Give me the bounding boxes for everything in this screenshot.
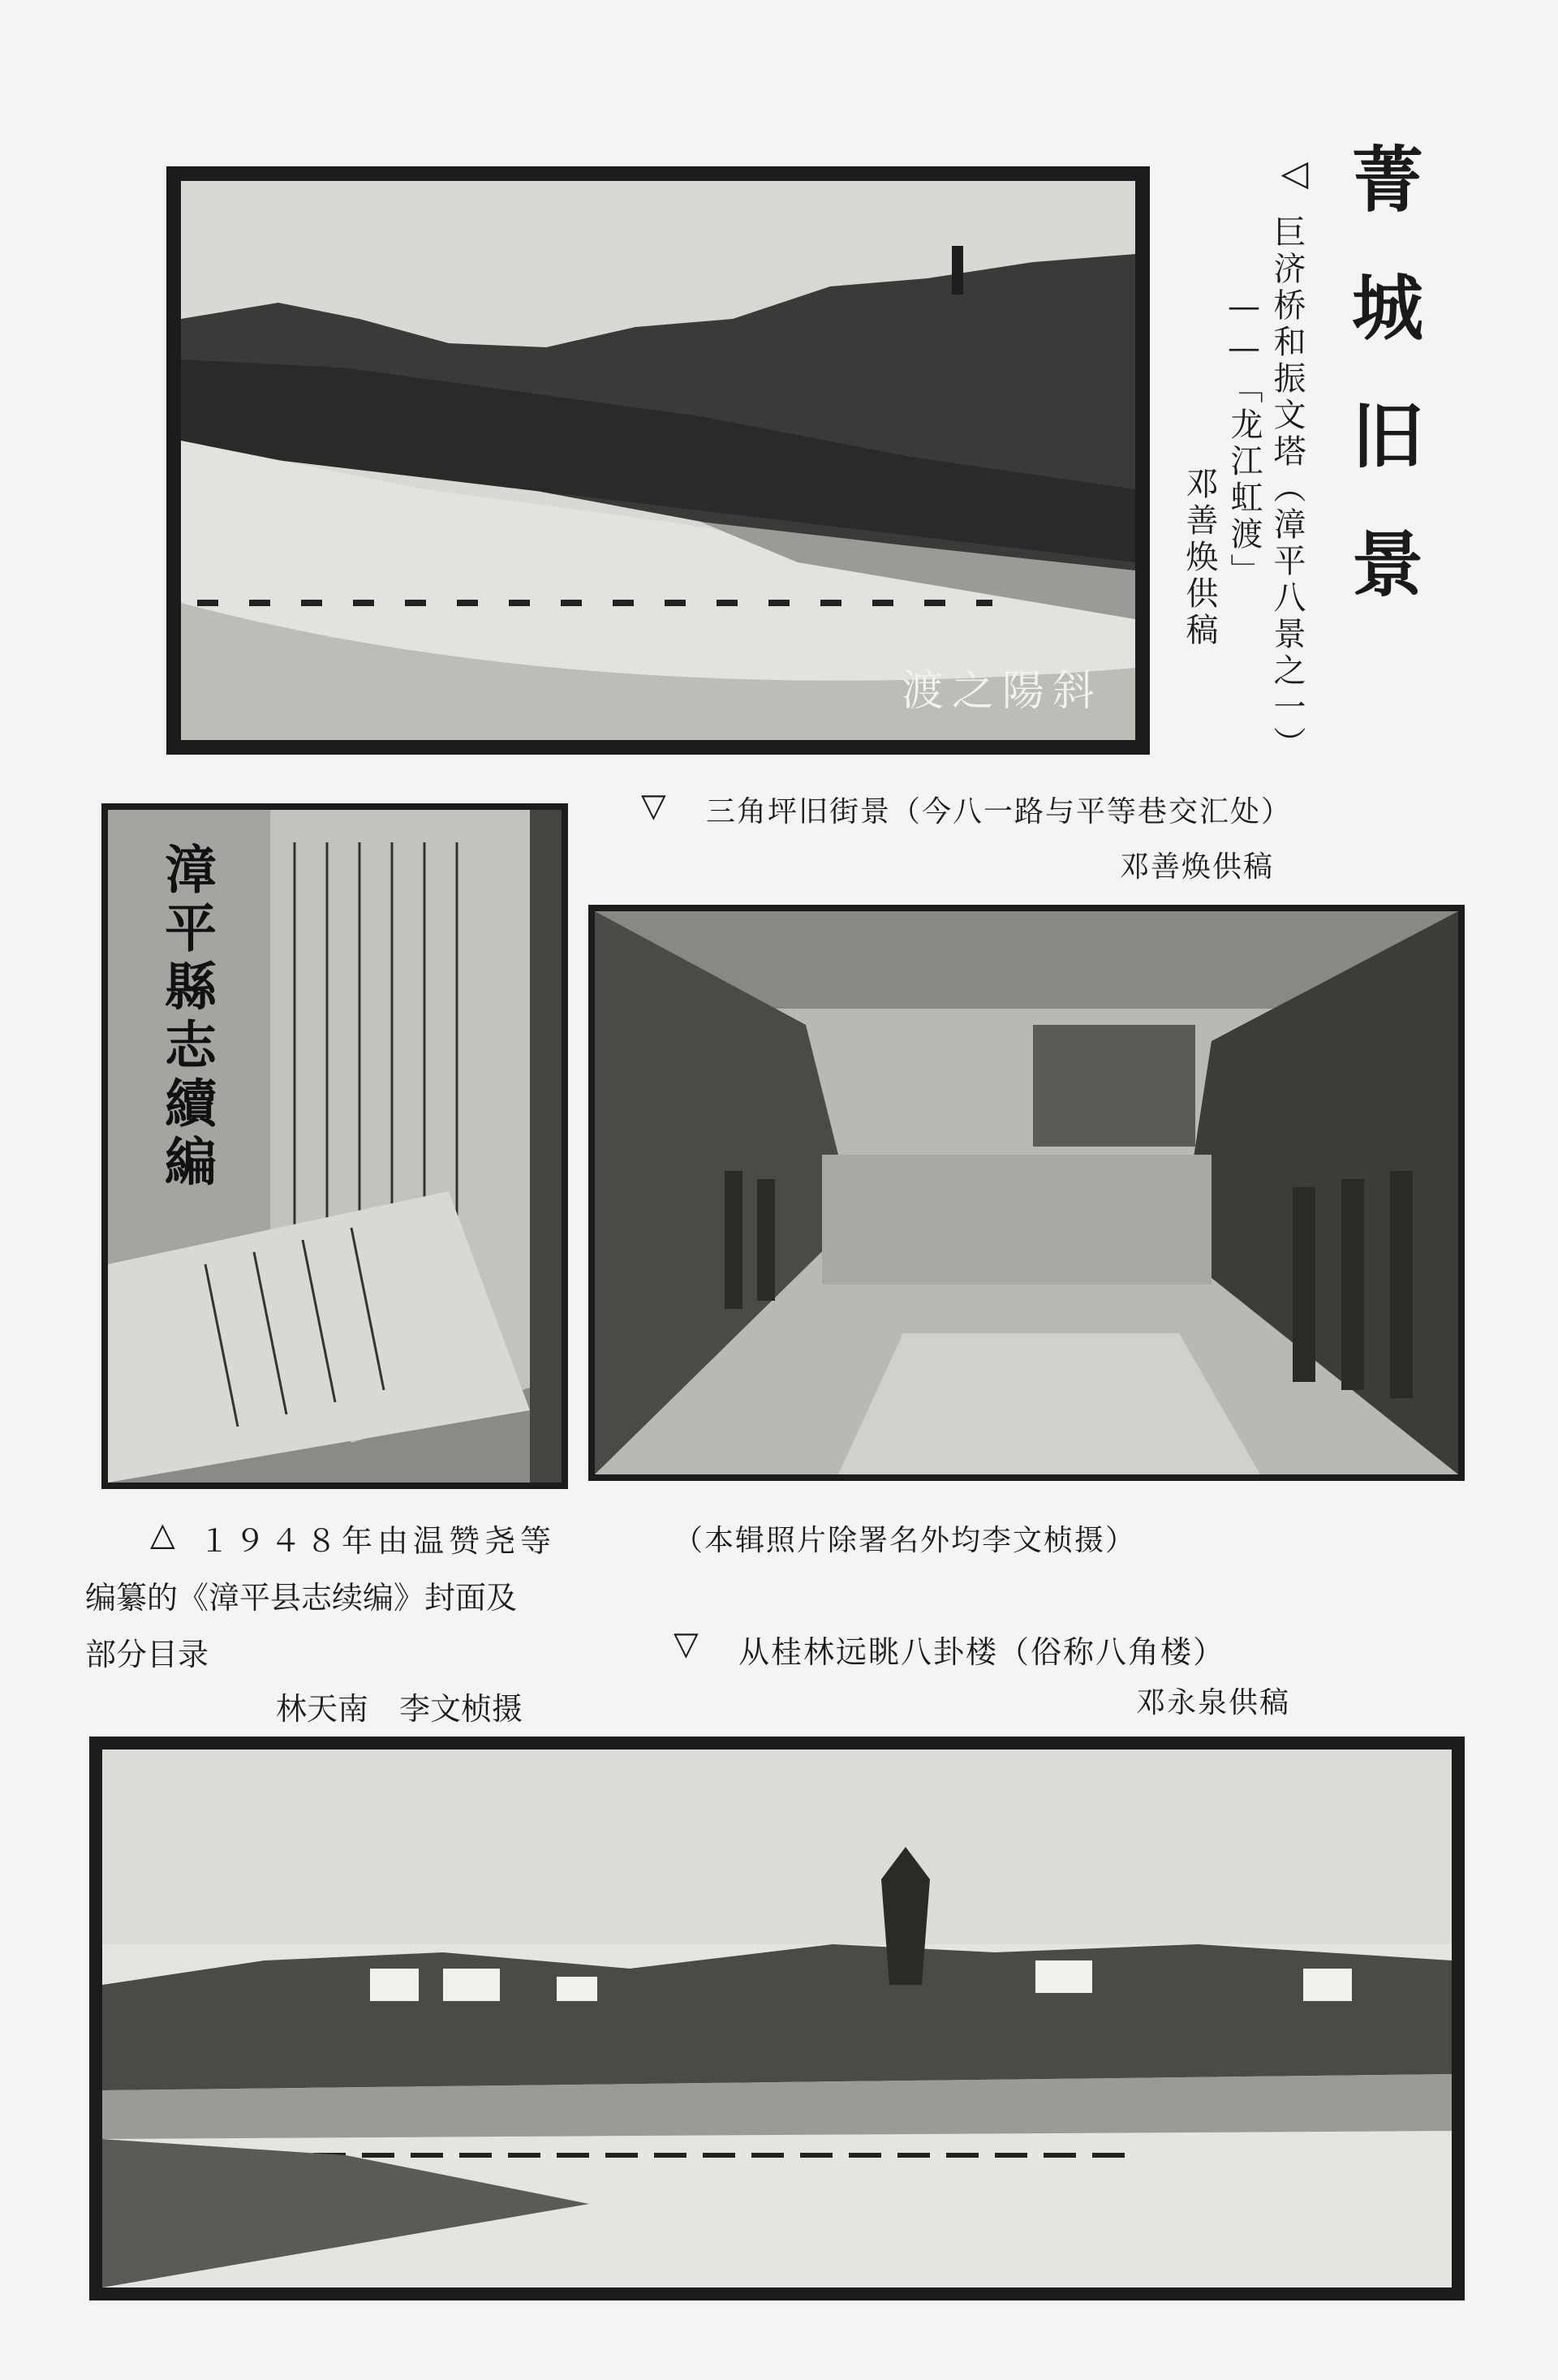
photo3-credit: 林天南 李文桢摄	[276, 1691, 523, 1727]
photo1-caption: 巨济桥和振文塔（漳平八景之一）	[1268, 215, 1306, 763]
photo1-credit: 邓善焕供稿	[1181, 467, 1218, 649]
photo1-inscription: 斜陽之渡	[901, 667, 1103, 716]
photo4-caption: 从桂林远眺八卦楼（俗称八角楼）	[738, 1634, 1226, 1670]
photo-county-annals	[101, 803, 568, 1489]
photo3-caption-line2: 编纂的《漳平县志续编》封面及	[85, 1580, 518, 1616]
photo2-credit: 邓善焕供稿	[1120, 850, 1275, 884]
page-title: 菁城旧景	[1341, 142, 1424, 655]
photo-street-scene	[588, 905, 1465, 1481]
photo3-caption-marker: △	[150, 1516, 175, 1553]
photo3-caption-line3: 部分目录	[85, 1637, 209, 1672]
photo1-caption-sub: ——「龙江虹渡」	[1225, 288, 1263, 590]
photo1-caption-marker: ◁	[1274, 153, 1315, 194]
photo4-caption-marker: ▽	[674, 1625, 699, 1663]
cover-title: 漳平縣志續編	[156, 842, 217, 1193]
photo3-caption-line1: １９４８年由温赞尧等	[199, 1523, 557, 1559]
photo2-caption: 三角坪旧街景（今八一路与平等巷交汇处）	[706, 795, 1293, 828]
photo-note: （本辑照片除署名外均李文桢摄）	[674, 1524, 1137, 1557]
photo-bridge-and-tower	[166, 166, 1150, 755]
photo2-caption-marker: ▽	[641, 787, 666, 824]
photo-bagua-tower-panorama	[89, 1737, 1465, 2300]
photo4-credit: 邓永泉供稿	[1136, 1686, 1291, 1719]
